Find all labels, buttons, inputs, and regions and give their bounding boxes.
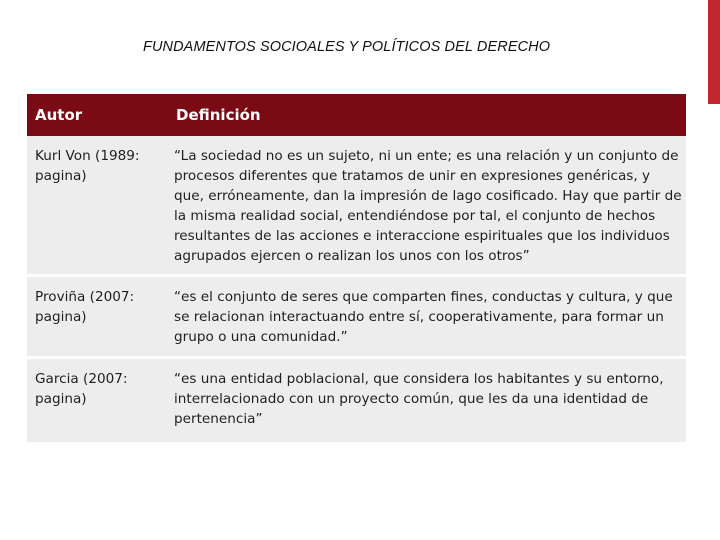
- definition-cell: “es una entidad poblacional, que considera los habitantes y su entorno, interrelacionado con un proyecto común, que les da una identidad de pertenencia”: [168, 358, 686, 442]
- table-row: [27, 276, 686, 358]
- table-row: [27, 136, 686, 276]
- author-cell: Garcia (2007: pagina): [27, 358, 168, 442]
- header-definition: Definición: [168, 94, 686, 136]
- slide-title: FUNDAMENTOS SOCIOALES Y POLÍTICOS DEL DERECHO: [143, 39, 551, 55]
- author-cell: Proviña (2007: pagina): [27, 276, 168, 358]
- header-author: Autor: [27, 94, 168, 136]
- definitions-table: [27, 94, 686, 442]
- author-cell: Kurl Von (1989: pagina): [27, 136, 168, 276]
- definition-cell: “La sociedad no es un sujeto, ni un ente; es una relación y un conjunto de procesos diferentes que tratamos de unir en expresiones genéricas, y que, erróneamente, dan la impresión de lago cosificado. Hay que partir de la misma realidad social, entendiéndose por tal, el conjunto de hechos resultantes de las acciones e interaccione espirituales que los individuos agrupados ejercen o realizan los unos con los otros”: [168, 136, 686, 276]
- table-row: [27, 358, 686, 442]
- definition-cell: “es el conjunto de seres que comparten fines, conductas y cultura, y que se relacionan interactuando entre sí, cooperativamente, para formar un grupo o una comunidad.”: [168, 276, 686, 358]
- accent-bar: [708, 0, 720, 104]
- table-header-row: [27, 94, 686, 136]
